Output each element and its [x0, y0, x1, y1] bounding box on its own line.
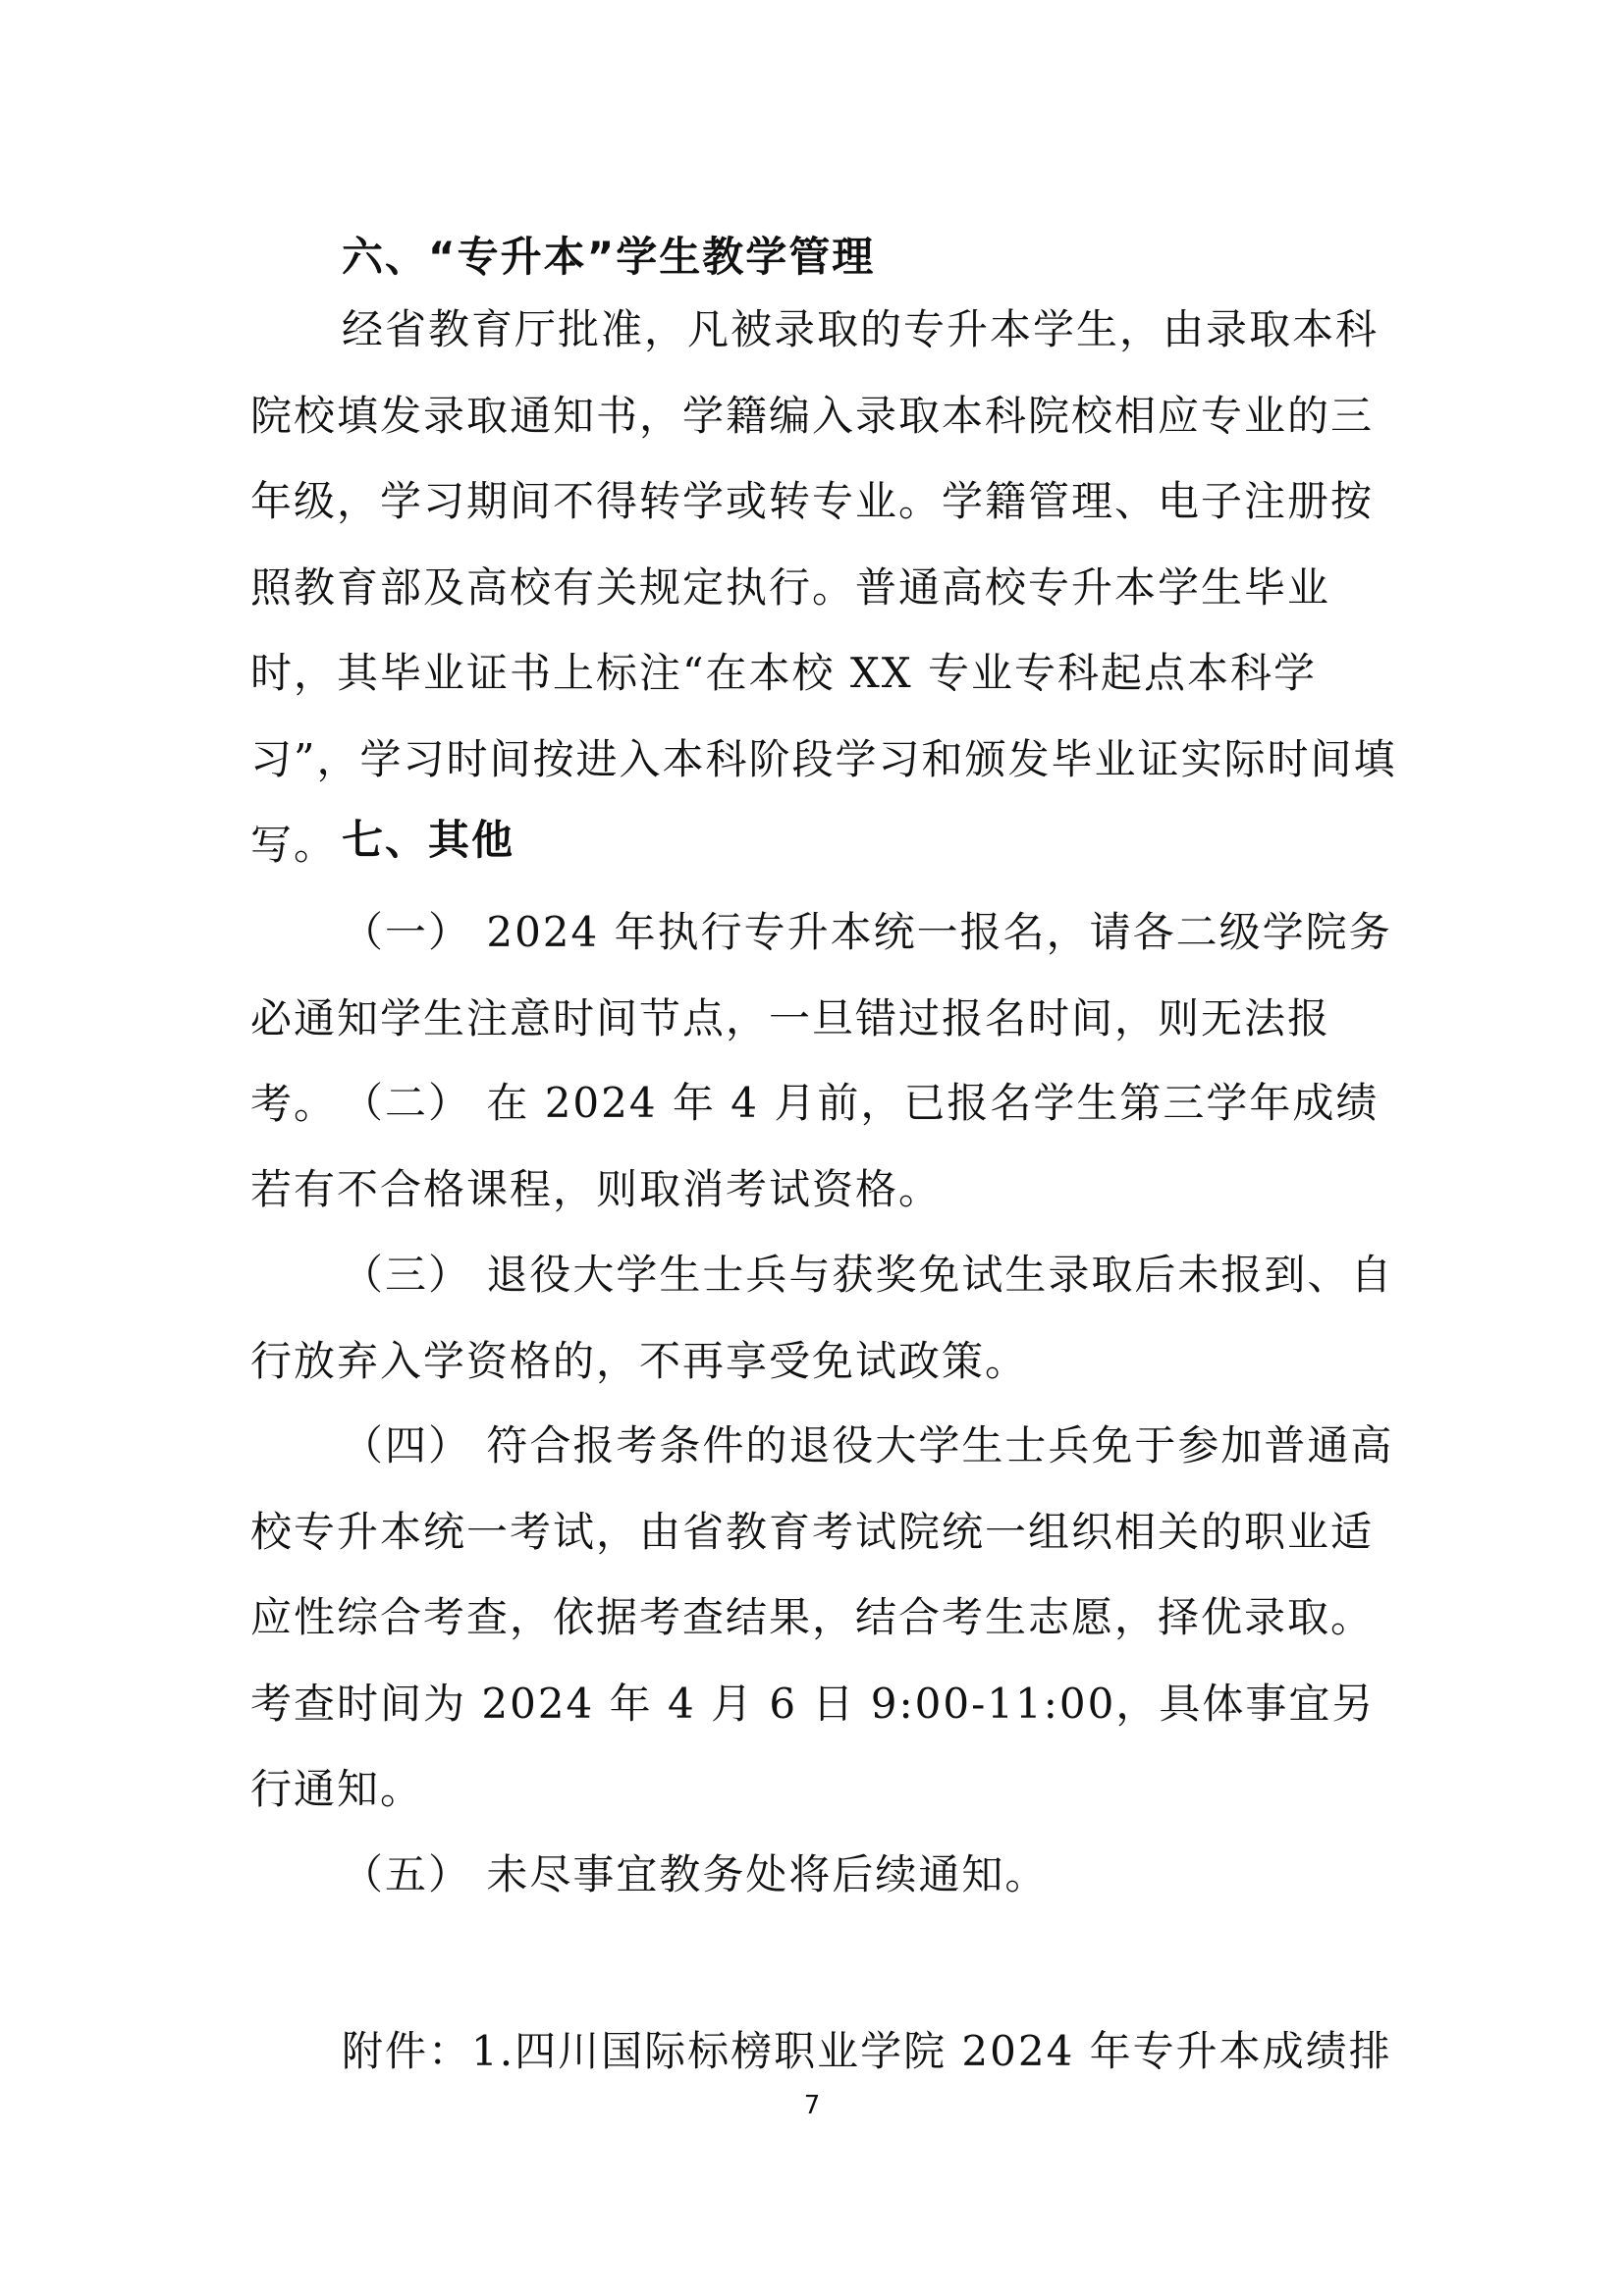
- section-6-heading: 六、“专升本”学生教学管理: [342, 233, 876, 281]
- section-7-item-3: （三） 退役大学生士兵与获奖免试生录取后未报到、自行放弃入学资格的，不再享受免试政策。: [250, 1251, 1394, 1385]
- attachment-line: 附件：1.四川国际标榜职业学院 2024 年专升本成绩排: [342, 2027, 1392, 2075]
- section-6-paragraph: 经省教育厅批准，凡被录取的专升本学生，由录取本科院校填发录取通知书，学籍编入录取本科院校相应专业的三年级，学习期间不得转学或转专业。学籍管理、电子注册按照教育部及高校有关规定执行。普通高校专升本学生毕业时，其毕业证书上标注“在本校 XX 专业专科起点本科学习”，学习时间按进入本科阶段学习和颁发毕业证实际时间填写。: [250, 305, 1397, 869]
- page-number: 7: [803, 2091, 821, 2120]
- section-7-item-5: （五） 未尽事宜教务处将后续通知。: [342, 1850, 1049, 1898]
- section-7-item-4: （四） 符合报考条件的退役大学生士兵免于参加普通高校专升本统一考试，由省教育考试院统一组织相关的职业适应性综合考查，依据考查结果，结合考生志愿，择优录取。考查时间为 2024 年 4 月 6 日 9:00-11:00，具体事宜另行通知。: [250, 1421, 1394, 1813]
- section-7-item-1: （一） 2024 年执行专升本统一报名，请各二级学院务必通知学生注意时间节点，一旦错过报名时间，则无法报考。: [250, 908, 1392, 1128]
- section-7-item-2: （二） 在 2024 年 4 月前，已报名学生第三学年成绩若有不合格课程，则取消考试资格。: [250, 1079, 1380, 1213]
- section-7-heading: 七、其他: [342, 816, 515, 864]
